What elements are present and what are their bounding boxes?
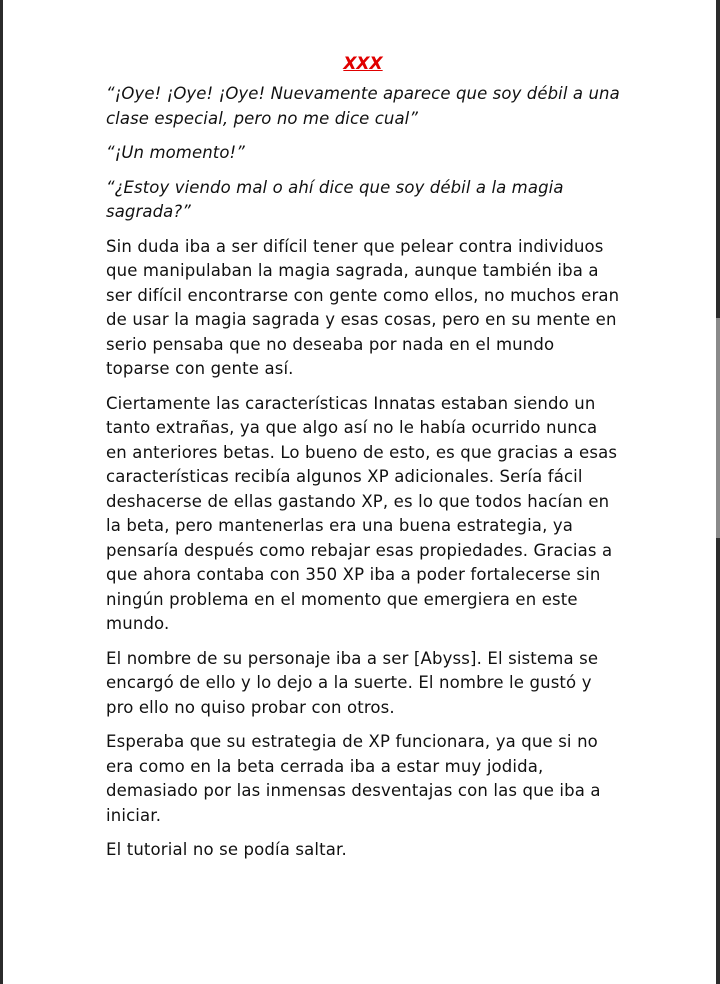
dialogue-paragraph: “¡Oye! ¡Oye! ¡Oye! Nuevamente aparece que soy débil a una clase especial, pero no me dice cual” [106, 84, 620, 128]
body-paragraph: El nombre de su personaje iba a ser [Abyss]. El sistema se encargó de ello y lo dejo a la suerte. El nombre le gustó y pro ello no quiso probar con otros. [106, 648, 599, 717]
body-paragraph: El tutorial no se podía saltar. [106, 840, 347, 859]
body-paragraph: Sin duda iba a ser difícil tener que pelear contra individuos que manipulaban la magia sagrada, aunque también iba a ser difícil encontrarse con gente como ellos, no muchos eran de usar la magia sagrada y esas cosas, pero en su mente en serio pensaba que no deseaba por nada en el mundo toparse con gente así. [106, 236, 620, 378]
body-paragraph: Esperaba que su estrategia de XP funcionara, ya que si no era como en la beta cerrada iba a estar muy jodida, demasiado por las inmensas desventajas con las que iba a iniciar. [106, 732, 601, 825]
page-edge-left [0, 0, 3, 984]
scrollbar-thumb[interactable] [716, 318, 720, 538]
document-page [106, 52, 620, 873]
chapter-title: XXX [343, 54, 383, 74]
dialogue-paragraph: “¡Un momento!” [106, 143, 245, 162]
dialogue-paragraph: “¿Estoy viendo mal o ahí dice que soy débil a la magia sagrada?” [106, 177, 564, 221]
body-paragraph: Ciertamente las características Innatas estaban siendo un tanto extrañas, ya que algo así no le había ocurrido nunca en anteriores betas. Lo bueno de esto, es que gracias a esas características recibía algunos XP adicionales. Sería fácil deshacerse de ellas gastando XP, es lo que todos hacían en la beta, pero mantenerlas era una buena estrategia, ya pensaría después como rebajar esas propiedades. Gracias a que ahora contaba con 350 XP iba a poder fortalecerse sin ningún problema en el momento que emergiera en este mundo. [106, 393, 618, 633]
